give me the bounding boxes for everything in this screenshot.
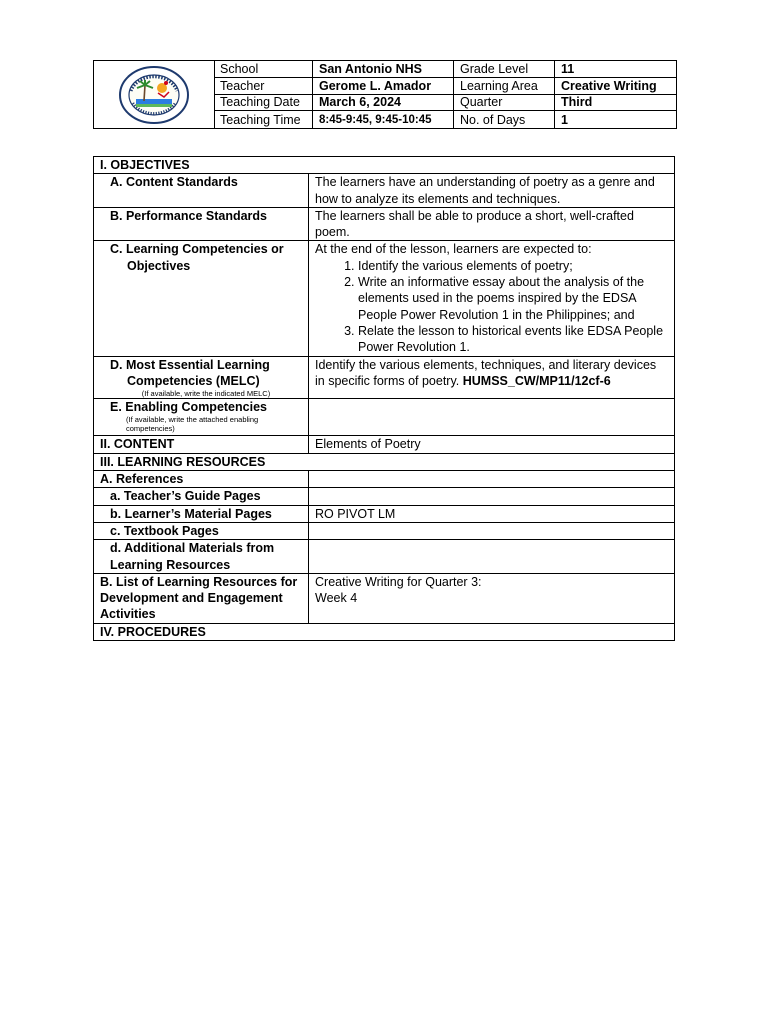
melc-cell <box>309 356 675 399</box>
table-row <box>94 623 675 640</box>
school-value: San Antonio NHS <box>313 61 454 78</box>
list-item: 2. Write an informative essay about the analysis of the elements used in the poems inspired by the EDSA People Power Revolution 1 in the Philippines; and <box>358 274 668 323</box>
table-row <box>94 399 675 436</box>
school-label: School <box>214 61 313 78</box>
teaching-time-value: 8:45-9:45, 9:45-10:45 <box>313 111 454 128</box>
table-row <box>94 241 675 356</box>
teacher-label: Teacher <box>214 78 313 95</box>
resources-list-cell <box>309 573 675 623</box>
table-row <box>94 505 675 522</box>
school-seal-logo <box>117 65 191 125</box>
additional-materials-label: d. Additional Materials from Learning Resources <box>110 541 275 572</box>
objectives-heading: I. OBJECTIVES <box>94 157 675 174</box>
learning-area-label: Learning Area <box>454 78 555 95</box>
references-label: A. References <box>94 471 309 488</box>
table-row <box>94 540 675 574</box>
enabling-label: E. Enabling Competencies <box>110 400 267 415</box>
table-row <box>94 453 675 470</box>
resources-list-label: B. List of Learning Resources for Development and Engagement Activities <box>94 573 309 623</box>
melc-text: Identify the various elements, techniques, and literary devices in specific forms of poetry. <box>315 357 657 388</box>
references-text <box>309 471 675 488</box>
performance-standards-label: B. Performance Standards <box>94 207 309 241</box>
textbook-label: c. Textbook Pages <box>94 522 309 539</box>
logo-cell <box>94 61 215 128</box>
competencies-label-cell <box>94 241 309 356</box>
learners-material-label: b. Learner’s Material Pages <box>94 505 309 522</box>
melc-label-cell <box>94 356 309 399</box>
competencies-intro: At the end of the lesson, learners are expected to: <box>315 242 592 257</box>
lesson-plan-table <box>93 156 675 641</box>
content-standards-text: The learners have an understanding of poetry as a genre and how to analyze its elements and techniques. <box>309 174 675 208</box>
resources-heading: III. LEARNING RESOURCES <box>94 453 675 470</box>
content-label: II. CONTENT <box>94 436 309 453</box>
enabling-text <box>309 399 675 436</box>
content-text: Elements of Poetry <box>309 436 675 453</box>
enabling-note: (If available, write the attached enabling competencies) <box>126 415 259 434</box>
no-of-days-label: No. of Days <box>454 111 555 128</box>
table-row <box>94 436 675 453</box>
teaching-date-label: Teaching Date <box>214 95 313 112</box>
list-item: 1. Identify the various elements of poetry; <box>358 258 668 274</box>
table-row <box>94 157 675 174</box>
resources-list-line2: Week 4 <box>315 591 358 606</box>
grade-level-label: Grade Level <box>454 61 555 78</box>
table-row <box>94 207 675 241</box>
learning-area-value: Creative Writing <box>555 78 676 95</box>
competencies-list <box>315 258 668 356</box>
table-row <box>94 174 675 208</box>
teachers-guide-text <box>309 488 675 505</box>
content-standards-label: A. Content Standards <box>94 174 309 208</box>
grade-level-value: 11 <box>555 61 676 78</box>
table-row <box>94 573 675 623</box>
enabling-label-cell <box>94 399 309 436</box>
school-header-table <box>93 60 677 129</box>
no-of-days-value: 1 <box>561 112 568 127</box>
teaching-date-value: March 6, 2024 <box>313 95 454 112</box>
resources-list-line1: Creative Writing for Quarter 3: <box>315 574 482 589</box>
learners-material-text: RO PIVOT LM <box>309 505 675 522</box>
competencies-label: C. Learning Competencies or Objectives <box>110 242 284 273</box>
melc-label: D. Most Essential Learning Competencies (MELC) <box>110 357 270 388</box>
teaching-time-label: Teaching Time <box>214 111 313 128</box>
competencies-cell <box>309 241 675 356</box>
performance-standards-text: The learners shall be able to produce a short, well-crafted poem. <box>309 207 675 241</box>
melc-code: HUMSS_CW/MP11/12cf-6 <box>462 373 611 388</box>
table-row <box>94 356 675 399</box>
list-item: 3. Relate the lesson to historical events like EDSA People Power Revolution 1. <box>358 323 668 356</box>
additional-materials-text <box>309 540 675 574</box>
teacher-value: Gerome L. Amador <box>313 78 454 95</box>
additional-materials-label-cell <box>94 540 309 574</box>
table-row <box>94 522 675 539</box>
teachers-guide-label: a. Teacher’s Guide Pages <box>94 488 309 505</box>
quarter-label: Quarter <box>454 95 555 112</box>
textbook-text <box>309 522 675 539</box>
header-grid <box>214 61 676 128</box>
procedures-heading: IV. PROCEDURES <box>94 623 675 640</box>
table-row <box>94 471 675 488</box>
quarter-value: Third <box>555 95 676 112</box>
table-row <box>94 488 675 505</box>
melc-note: (If available, write the indicated MELC) <box>141 389 271 399</box>
